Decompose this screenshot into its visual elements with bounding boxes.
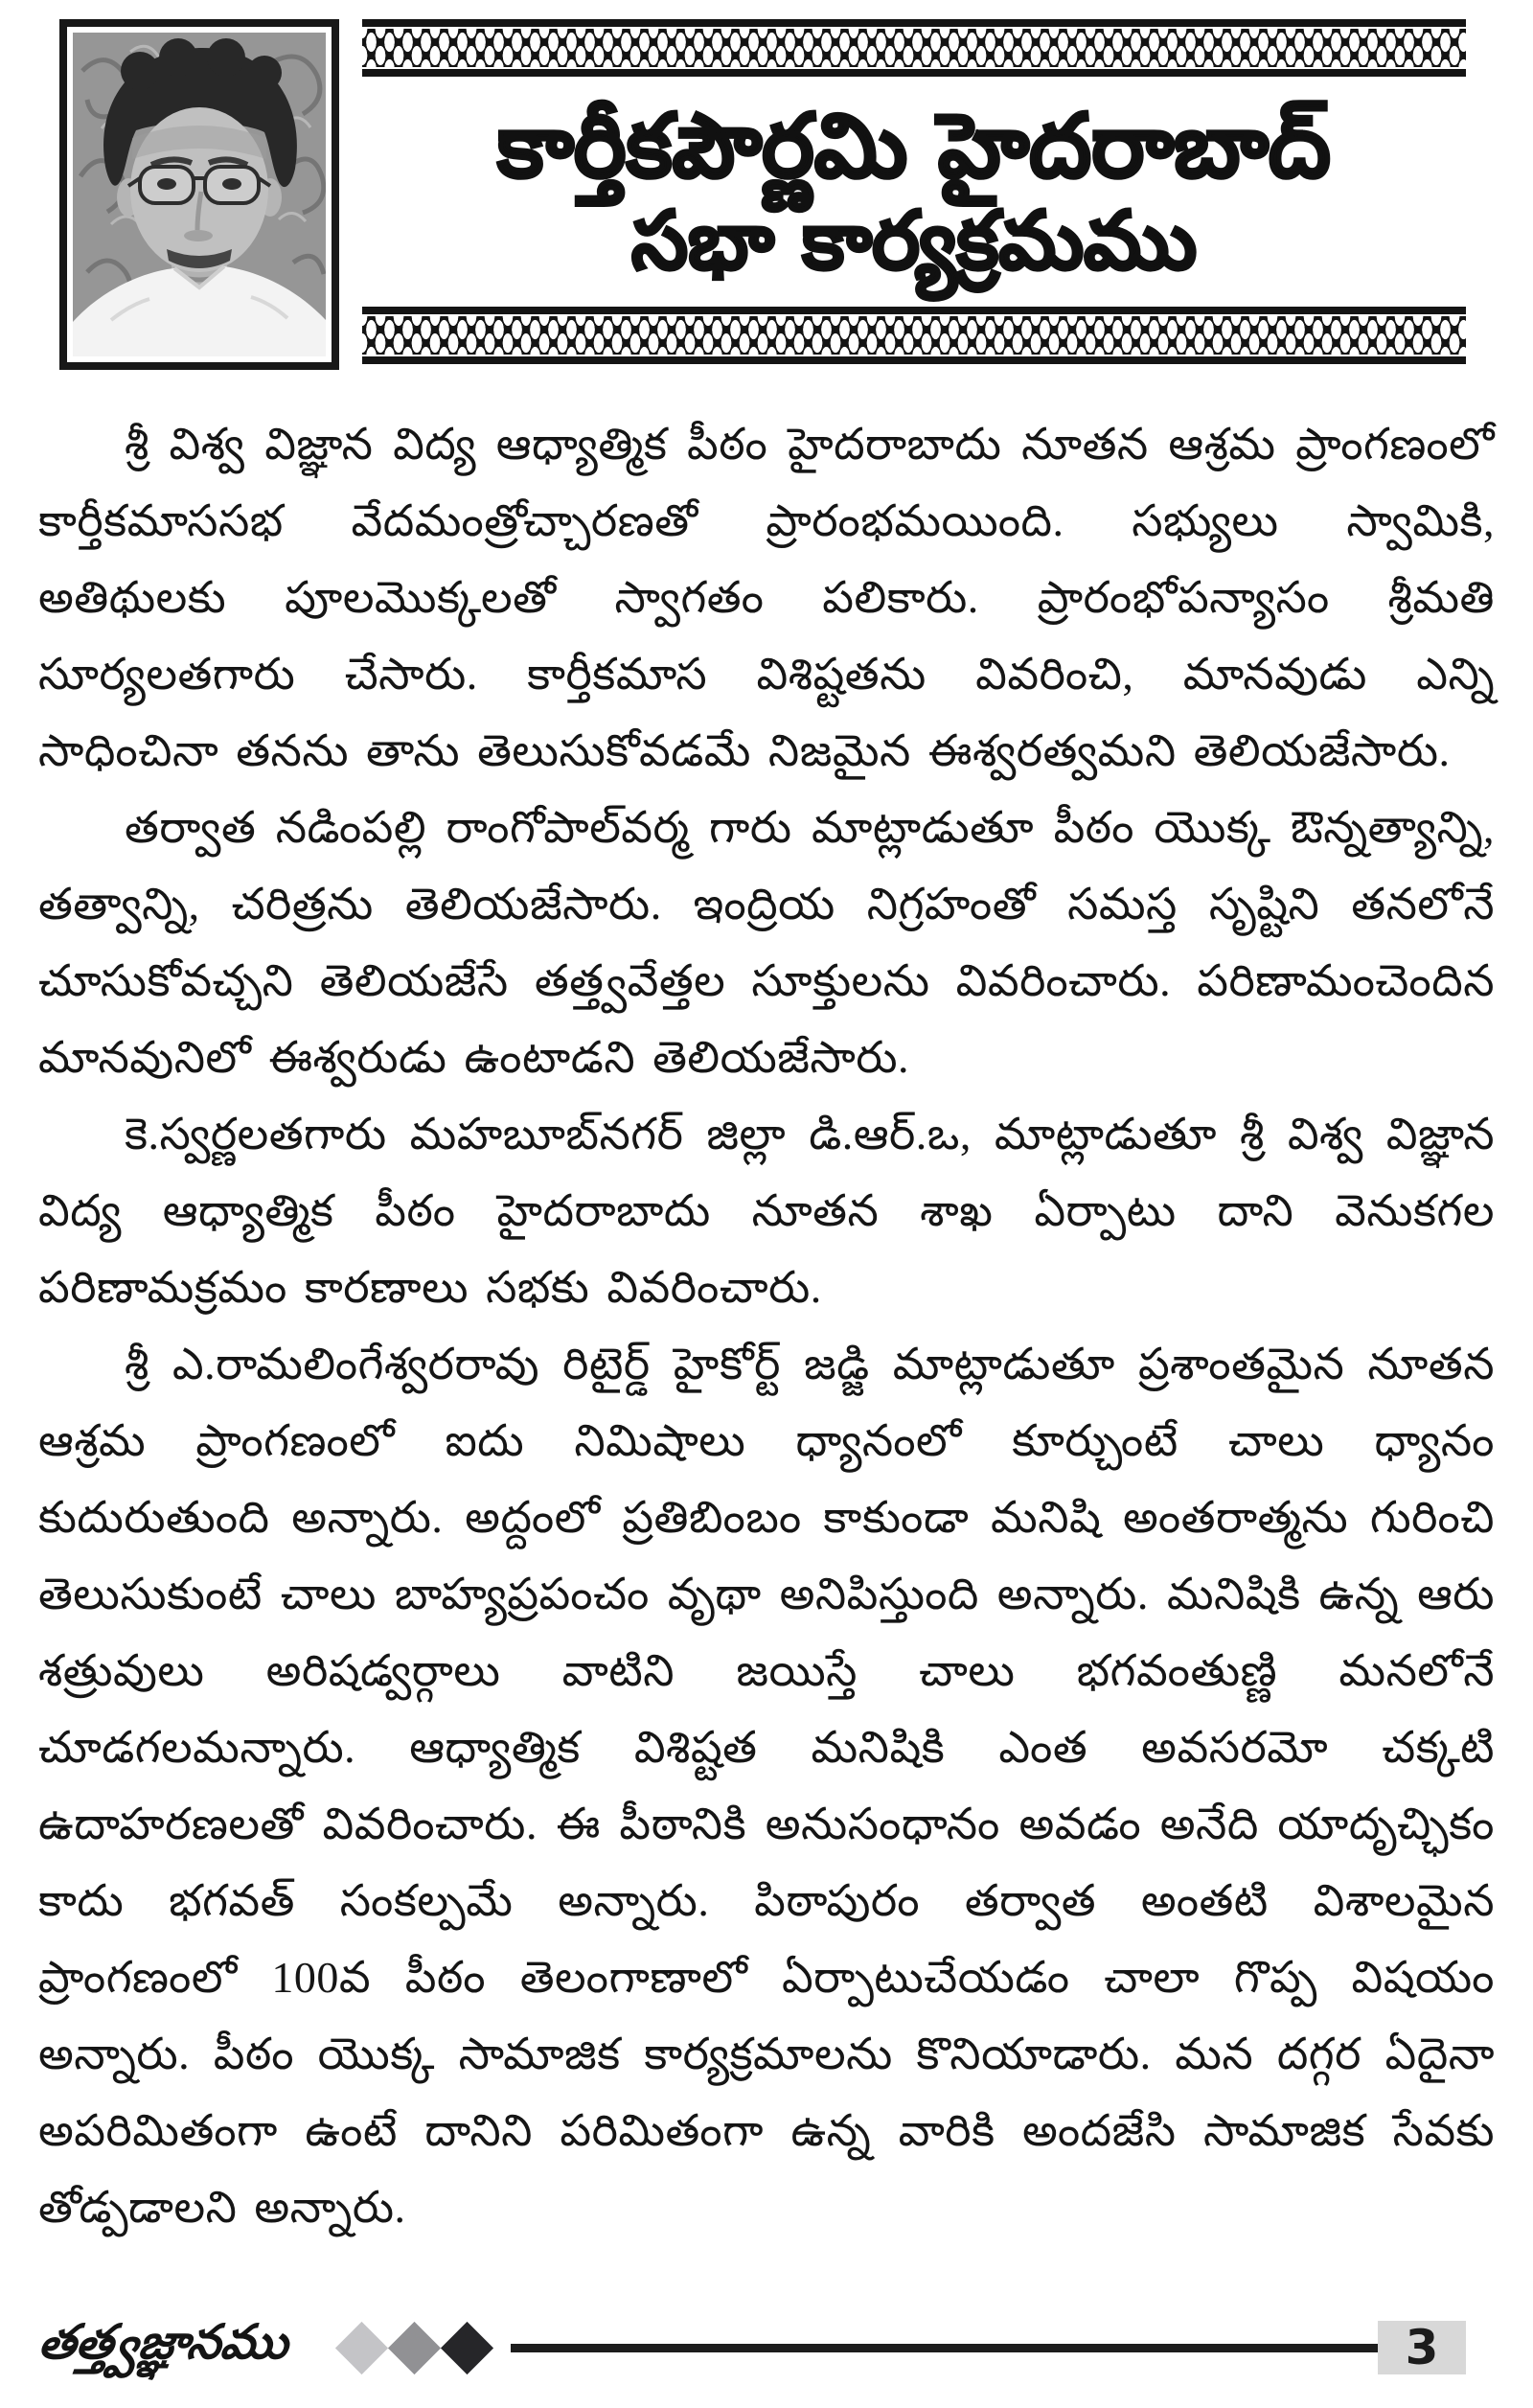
paragraph-1: శ్రీ విశ్వ విజ్ఞాన విద్య ఆధ్యాత్మిక పీఠం హైదరాబాదు నూతన ఆశ్రమ ప్రాంగణంలో కార్తీకమాససభ వేదమంత్రోచ్చారణతో ప్రారంభమయింది. సభ్యులు స్వామికి, అతిథులకు పూలమొక్కలతో స్వాగతం పలికారు. ప్రారంభోపన్యాసం శ్రీమతి సూర్యలతగారు చేసారు. కార్తీకమాస విశిష్టతను వివరించి, మానవుడు ఎన్ని సాధించినా తనను తాను తెలుసుకోవడమే నిజమైన ఈశ్వరత్వమని తెలియజేసారు. <box>38 420 1495 775</box>
footer-rule <box>511 2344 1378 2352</box>
speaker-photo <box>59 19 339 370</box>
article-title <box>362 77 1466 307</box>
ornamental-border-top <box>362 19 1466 77</box>
paragraph-4: శ్రీ ఎ.రామలింగేశ్వరరావు రిటైర్డ్ హైకోర్ట్ జడ్జి మాట్లాడుతూ ప్రశాంతమైన నూతన ఆశ్రమ ప్రాంగణంలో ఐదు నిమిషాలు ధ్యానంలో కూర్చుంటే చాలు ధ్యానం కుదురుతుంది అన్నారు. అద్దంలో ప్రతిబింబం కాకుండా మనిషి అంతరాత్మను గురించి తెలుసుకుంటే చాలు బాహ్యప్రపంచం వృథా అనిపిస్తుంది అన్నారు. మనిషికి ఉన్న ఆరు శత్రువులు అరిషడ్వర్గాలు వాటిని జయిస్తే చాలు భగవంతుణ్ణి మనలోనే చూడగలమన్నారు. ఆధ్యాత్మిక విశిష్టత మనిషికి ఎంత అవసరమో చక్కటి ఉదాహరణలతో వివరించారు. ఈ పీఠానికి అనుసంధానం అవడం అనేది యాదృచ్ఛికం కాదు భగవత్ సంకల్పమే అన్నారు. పిఠాపురం తర్వాత అంతటి విశాలమైన ప్రాంగణంలో 100వ పీఠం తెలంగాణాలో ఏర్పాటుచేయడం చాలా గొప్ప విషయం అన్నారు. పీఠం యొక్క సామాజిక కార్యక్రమాలను కొనియాడారు. మన దగ్గర ఏదైనా అపరిమితంగా ఉంటే దానిని పరిమితంగా ఉన్న వారికి అందజేసి సామాజిక సేవకు తోడ్పడాలని అన్నారు. <box>38 1340 1495 2232</box>
portrait-image <box>73 33 326 356</box>
page-footer <box>35 2298 1495 2397</box>
article-body <box>38 406 1495 2246</box>
title-block <box>362 19 1466 364</box>
magazine-name: తత్త్వజ్ఞానము <box>35 2314 291 2369</box>
ornamental-border-bottom <box>362 307 1466 364</box>
diamond-icon <box>441 2321 493 2374</box>
article-title-line2: సభా కార్యక్రమము <box>630 194 1198 288</box>
honeycomb-pattern <box>362 29 1466 67</box>
diamond-ornaments <box>343 2329 486 2367</box>
page-number: 3 <box>1378 2321 1466 2374</box>
diamond-icon <box>388 2321 441 2374</box>
honeycomb-pattern <box>362 316 1466 355</box>
paragraph-3: కె.స్వర్ణలతగారు మహబూబ్‌నగర్ జిల్లా డి.ఆర్.ఒ, మాట్లాడుతూ శ్రీ విశ్వ విజ్ఞాన విద్య ఆధ్యాత్మిక పీఠం హైదరాబాదు నూతన శాఖ ఏర్పాటు దాని వెనుకగల పరిణామక్రమం కారణాలు సభకు వివరించారు. <box>38 1110 1495 1312</box>
diamond-icon <box>335 2321 388 2374</box>
paragraph-2: తర్వాత నడింపల్లి రాంగోపాల్‌వర్మ గారు మాట్లాడుతూ పీఠం యొక్క ఔన్నత్యాన్ని, తత్వాన్ని, చరిత్రను తెలియజేసారు. ఇంద్రియ నిగ్రహంతో సమస్త సృష్టిని తనలోనే చూసుకోవచ్చని తెలియజేసే తత్త్వవేత్తల సూక్తులను వివరించారు. పరిణామంచెందిన మానవునిలో ఈశ్వరుడు ఉంటాడని తెలియజేసారు. <box>38 803 1495 1082</box>
article-title-line1: కార్తీకపౌర్ణమి హైదరాబాద్ <box>497 94 1331 197</box>
